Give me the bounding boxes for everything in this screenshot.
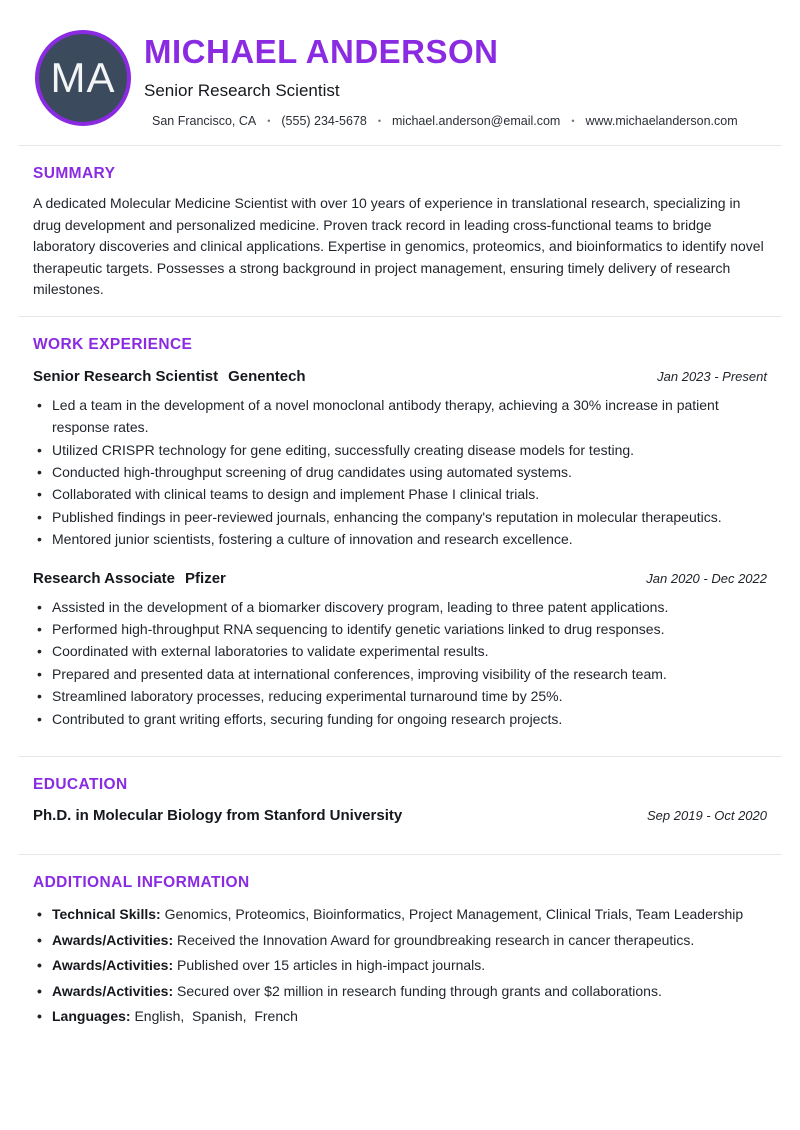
job-bullet: • Published findings in peer-reviewed journals, enhancing the company's reputation in molecular therapeutics. (33, 506, 767, 528)
job-title: Research Associate (33, 569, 176, 587)
work-divider (18, 756, 782, 757)
contact-row (152, 114, 768, 128)
additional-info-text: English, Spanish, French (134, 1008, 298, 1025)
job-header (33, 570, 767, 587)
job-bullet: • Streamlined laboratory processes, reducing experimental turnaround time by 25%. (33, 685, 767, 707)
job-company: Pfizer (185, 569, 226, 587)
job-bullet: • Performed high-throughput RNA sequencing to identify genetic variations linked to drug responses. (33, 618, 767, 640)
job-title-group (33, 570, 226, 587)
job-bullet: • Prepared and presented data at international conferences, improving visibility of the research team. (33, 663, 767, 685)
job-company: Genentech (228, 367, 306, 385)
job-bullet: • Collaborated with clinical teams to design and implement Phase I clinical trials. (33, 483, 767, 505)
job-bullet: • Assisted in the development of a biomarker discovery program, leading to three patent applications. (33, 596, 767, 618)
summary-text: A dedicated Molecular Medicine Scientist with over 10 years of experience in translational research, specializing in drug development and personalized medicine. Proven track record in leading cross-functional teams to bridge laboratory discoveries and clinical applications. Expertise in genomics, proteomics, and bioinformatics to identify novel therapeutic targets. Possesses a strong background in project management, ensuring timely delivery of research milestones. (33, 195, 764, 298)
header-text (144, 28, 768, 128)
additional-info-list (33, 903, 767, 1028)
additional-info-label: Awards/Activities: (52, 931, 174, 948)
job-bullet: • Utilized CRISPR technology for gene editing, successfully creating disease models for testing. (33, 439, 767, 461)
contact-location: San Francisco, CA (152, 114, 257, 129)
additional-info-label: Awards/Activities: (52, 957, 174, 974)
avatar (35, 30, 131, 126)
job-bullet: • Contributed to grant writing efforts, securing funding for ongoing research projects. (33, 708, 767, 730)
summary-heading: SUMMARY (33, 165, 116, 183)
person-name: MICHAEL ANDERSON (144, 33, 499, 70)
additional-info-label: Technical Skills: (52, 906, 161, 923)
education-divider (18, 854, 782, 855)
education-dates: Sep 2019 - Oct 2020 (647, 808, 767, 824)
header-divider (18, 145, 782, 146)
additional-info-item (33, 1005, 767, 1028)
job-bullet: • Led a team in the development of a novel monoclonal antibody therapy, achieving a 30% increase in patient response rates. (33, 394, 767, 439)
avatar-initials: MA (50, 54, 116, 101)
degree-row (33, 807, 767, 824)
additional-info-item (33, 954, 767, 977)
summary-divider (18, 316, 782, 317)
job-bullet: • Coordinated with external laboratories to validate experimental results. (33, 640, 767, 662)
additional-info-section (0, 874, 800, 1028)
resume-header (0, 0, 800, 128)
contact-phone: (555) 234-5678 (281, 114, 367, 129)
job-title: Senior Research Scientist (33, 367, 219, 385)
dot-separator-icon: • (571, 116, 575, 127)
additional-info-item (33, 903, 767, 926)
job-bullet: • Mentored junior scientists, fostering a culture of innovation and research excellence. (33, 528, 767, 550)
additional-info-label: Languages: (52, 1008, 131, 1025)
additional-info-text: Genomics, Proteomics, Bioinformatics, Project Management, Clinical Trials, Team Leadership (164, 906, 744, 923)
work-experience-section (0, 336, 800, 730)
job-dates: Jan 2020 - Dec 2022 (646, 570, 767, 586)
job-dates: Jan 2023 - Present (657, 368, 767, 384)
work-experience-heading: WORK EXPERIENCE (33, 335, 193, 353)
job-bullet-list (33, 394, 767, 551)
education-section (0, 776, 800, 824)
contact-email: michael.anderson@email.com (392, 114, 561, 129)
additional-info-item (33, 980, 767, 1003)
additional-info-label: Awards/Activities: (52, 982, 174, 999)
job-title-group (33, 368, 306, 385)
dot-separator-icon: • (267, 116, 271, 127)
spacer (0, 730, 800, 756)
education-heading: EDUCATION (33, 776, 128, 794)
job-bullet: • Conducted high-throughput screening of drug candidates using automated systems. (33, 461, 767, 483)
additional-info-item (33, 929, 767, 952)
job-bullet-list (33, 596, 767, 730)
additional-info-heading: ADDITIONAL INFORMATION (33, 874, 250, 892)
degree-title: Ph.D. in Molecular Biology from Stanford University (33, 807, 403, 825)
person-job-title: Senior Research Scientist (144, 81, 340, 101)
job-header (33, 368, 767, 385)
dot-separator-icon: • (377, 116, 382, 127)
additional-info-text: Received the Innovation Award for groundbreaking research in cancer therapeutics. (177, 931, 695, 948)
additional-info-text: Published over 15 articles in high-impact journals. (177, 957, 486, 974)
contact-website: www.michaelanderson.com (585, 114, 738, 129)
summary-section (0, 165, 800, 301)
additional-info-text: Secured over $2 million in research funding through grants and collaborations. (177, 982, 662, 999)
